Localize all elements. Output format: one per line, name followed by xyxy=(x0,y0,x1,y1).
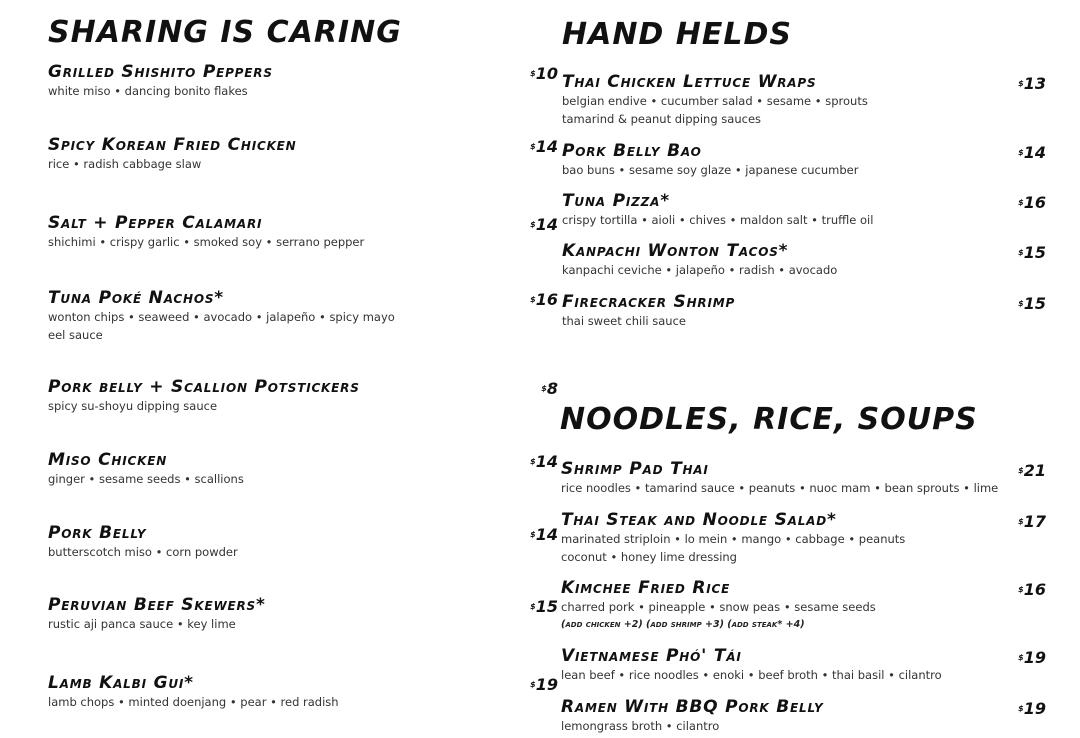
menu-item xyxy=(561,578,876,634)
item-description: crispy tortilla • aioli • chives • maldon salt • truffle oil xyxy=(562,213,874,227)
currency-symbol: $ xyxy=(530,142,536,151)
item-description: lean beef • rice noodles • enoki • beef broth • thai basil • cilantro xyxy=(561,668,942,682)
menu-item xyxy=(562,241,837,279)
menu-item xyxy=(561,459,998,497)
item-description: tamarind & peanut dipping sauces xyxy=(562,112,762,126)
item-price: $14 xyxy=(1018,143,1046,162)
item-name: Tuna Pizza* xyxy=(562,191,670,211)
item-description: wonton chips • seaweed • avocado • jalapeño • spicy mayo xyxy=(48,310,395,324)
currency-symbol: $ xyxy=(530,680,536,689)
currency-symbol: $ xyxy=(1018,248,1024,257)
currency-symbol: $ xyxy=(1018,653,1024,662)
item-description: shichimi • crispy garlic • smoked soy • serrano pepper xyxy=(48,235,365,249)
item-name: Firecracker Shrimp xyxy=(562,292,736,312)
item-description: ginger • sesame seeds • scallions xyxy=(48,472,244,486)
item-description: bao buns • sesame soy glaze • japanese cucumber xyxy=(562,163,859,177)
item-price: $15 xyxy=(1018,243,1046,262)
menu-item xyxy=(48,377,360,415)
item-name: Pork belly + Scallion Potstickers xyxy=(48,377,360,397)
item-name: Grilled Shishito Peppers xyxy=(48,62,273,82)
currency-symbol: $ xyxy=(1018,299,1024,308)
menu-item xyxy=(562,141,858,179)
item-description: rustic aji panca sauce • key lime xyxy=(48,617,236,631)
currency-symbol: $ xyxy=(530,602,536,611)
menu-item xyxy=(561,510,905,566)
item-description: white miso • dancing bonito flakes xyxy=(48,84,248,98)
item-price: $14 xyxy=(530,525,558,544)
item-description: lemongrass broth • cilantro xyxy=(561,719,720,733)
item-description: charred pork • pineapple • snow peas • sesame seeds xyxy=(561,600,876,614)
currency-symbol: $ xyxy=(541,384,547,393)
menu-item xyxy=(48,595,266,633)
item-price: $14 xyxy=(530,215,558,234)
currency-symbol: $ xyxy=(1018,198,1024,207)
item-price: $19 xyxy=(530,675,558,694)
item-addons: (add chicken +2) (add shrimp +3) (add steak* +4) xyxy=(561,619,805,630)
item-name: Thai Chicken Lettuce Wraps xyxy=(562,72,817,92)
currency-symbol: $ xyxy=(530,295,536,304)
currency-symbol: $ xyxy=(530,457,536,466)
item-name: Peruvian Beef Skewers* xyxy=(48,595,266,615)
currency-symbol: $ xyxy=(530,530,536,539)
item-name: Shrimp Pad Thai xyxy=(561,459,709,479)
menu-item xyxy=(562,191,873,229)
item-description: lamb chops • minted doenjang • pear • red radish xyxy=(48,695,339,709)
item-description: butterscotch miso • corn powder xyxy=(48,545,238,559)
item-price: $21 xyxy=(1018,461,1046,480)
item-name: Kimchee Fried Rice xyxy=(561,578,731,598)
currency-symbol: $ xyxy=(1018,585,1024,594)
item-name: Pork Belly xyxy=(48,523,147,543)
item-name: Lamb Kalbi Gui* xyxy=(48,673,194,693)
item-description: kanpachi ceviche • jalapeño • radish • avocado xyxy=(562,263,838,277)
item-name: Kanpachi Wonton Tacos* xyxy=(562,241,789,261)
item-description: rice • radish cabbage slaw xyxy=(48,157,202,171)
item-name: Spicy Korean Fried Chicken xyxy=(48,135,297,155)
item-name: Ramen With BBQ Pork Belly xyxy=(561,697,824,717)
currency-symbol: $ xyxy=(1018,79,1024,88)
item-price: $10 xyxy=(530,64,558,83)
section-heading-hand-helds: HAND HELDS xyxy=(562,17,793,52)
item-name: Tuna Poké Nachos* xyxy=(48,288,224,308)
currency-symbol: $ xyxy=(1018,148,1024,157)
item-description: thai sweet chili sauce xyxy=(562,314,686,328)
item-name: Vietnamese Phó' Tái xyxy=(561,646,742,666)
item-price: $19 xyxy=(1018,699,1046,718)
currency-symbol: $ xyxy=(530,220,536,229)
item-name: Thai Steak and Noodle Salad* xyxy=(561,510,837,530)
item-name: Salt + Pepper Calamari xyxy=(48,213,263,233)
menu-item xyxy=(562,72,868,128)
item-description: spicy su-shoyu dipping sauce xyxy=(48,399,218,413)
item-price: $16 xyxy=(1018,193,1046,212)
item-description: eel sauce xyxy=(48,328,103,342)
menu-item xyxy=(48,523,238,561)
item-name: Pork Belly Bao xyxy=(562,141,702,161)
item-description: belgian endive • cucumber salad • sesame • sprouts xyxy=(562,94,868,108)
menu-item xyxy=(562,292,735,330)
item-price: $15 xyxy=(530,597,558,616)
item-price: $17 xyxy=(1018,512,1046,531)
item-price: $16 xyxy=(1018,580,1046,599)
item-price: $14 xyxy=(530,137,558,156)
menu-item xyxy=(561,646,942,684)
menu-item xyxy=(48,62,273,100)
section-heading-noodles-rice-soups: NOODLES, RICE, SOUPS xyxy=(560,402,978,437)
item-price: $8 xyxy=(541,379,558,398)
currency-symbol: $ xyxy=(1018,517,1024,526)
item-price: $13 xyxy=(1018,74,1046,93)
menu-item xyxy=(48,673,339,711)
menu-item xyxy=(561,697,824,735)
currency-symbol: $ xyxy=(530,69,536,78)
item-price: $15 xyxy=(1018,294,1046,313)
item-description: rice noodles • tamarind sauce • peanuts • nuoc mam • bean sprouts • lime xyxy=(561,481,999,495)
currency-symbol: $ xyxy=(1018,466,1024,475)
item-description: coconut • honey lime dressing xyxy=(561,550,737,564)
item-description: marinated striploin • lo mein • mango • cabbage • peanuts xyxy=(561,532,906,546)
item-name: Miso Chicken xyxy=(48,450,168,470)
item-price: $14 xyxy=(530,452,558,471)
menu-item xyxy=(48,288,395,344)
menu-item xyxy=(48,135,297,173)
item-price: $16 xyxy=(530,290,558,309)
item-price: $19 xyxy=(1018,648,1046,667)
currency-symbol: $ xyxy=(1018,704,1024,713)
menu-item xyxy=(48,450,244,488)
section-heading-sharing-is-caring: SHARING IS CARING xyxy=(48,15,402,50)
menu-item xyxy=(48,213,364,251)
